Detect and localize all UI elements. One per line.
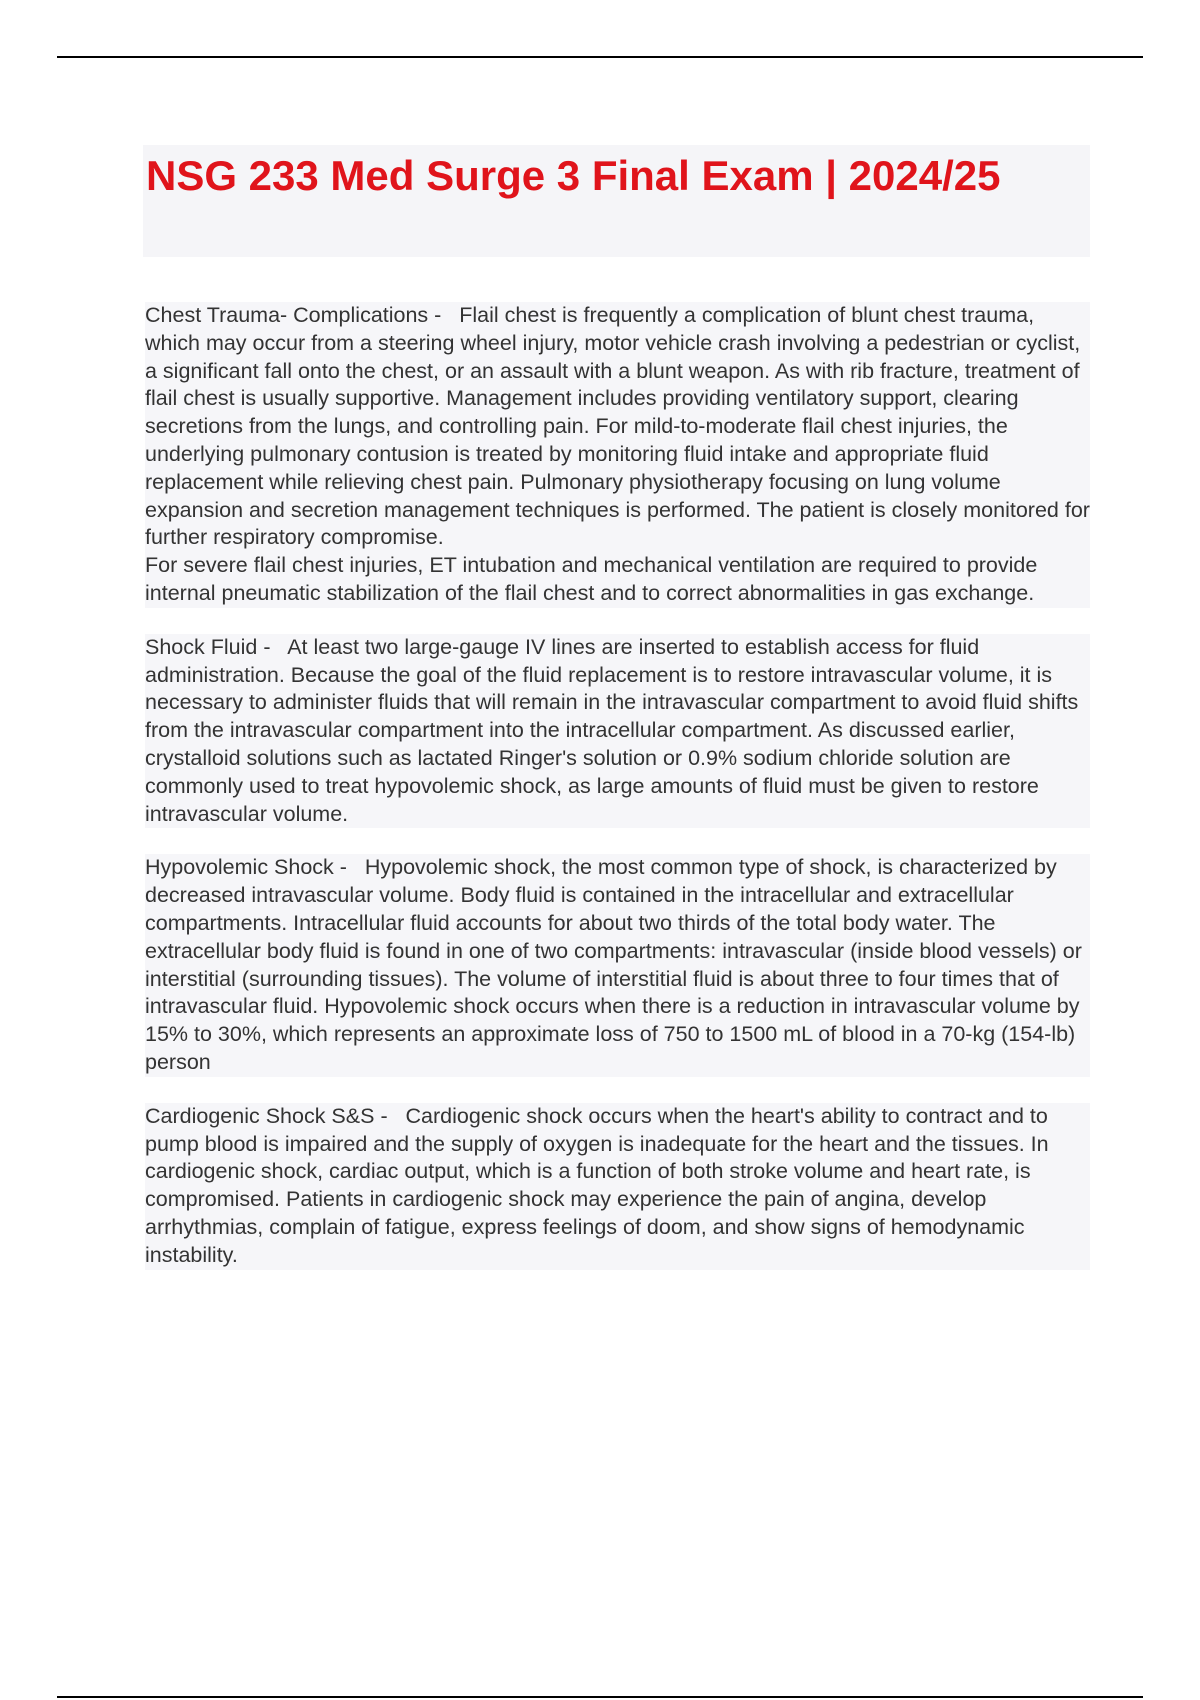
entry-definition: Cardiogenic shock occurs when the heart's ability to contract and to pump blood is impaired and the supply of oxygen is inadequate for the heart and the tissues. In cardiogenic shock, cardiac output, which is a function of both stroke volume and heart rate, is compromised. Patients in cardiogenic shock may experience the pain of angina, develop arrhythmias, complain of fatigue, express feelings of doom, and show signs of hemodynamic instability. xyxy=(145,1103,1049,1267)
document-body xyxy=(145,302,1090,1296)
entry-term: Cardiogenic Shock S&S - xyxy=(145,1104,406,1128)
qa-entry xyxy=(145,854,1090,1076)
entry-definition: Hypovolemic shock, the most common type of shock, is characterized by decreased intravascular volume. Body fluid is contained in the intracellular and extracellular compartments. Intracellular fluid accounts for about two thirds of the total body water. The extracellular body fluid is found in one of two compartments: intravascular (inside blood vessels) or interstitial (surrounding tissues). The volume of interstitial fluid is about three to four times that of intravascular fluid. Hypovolemic shock occurs when there is a reduction in intravascular volume by 15% to 30%, which represents an approximate loss of 750 to 1500 mL of blood in a 70-kg (154-lb) person xyxy=(145,855,1082,1074)
bottom-rule xyxy=(57,1696,1143,1698)
entry-term: Chest Trauma- Complications - xyxy=(145,303,459,327)
page-title: NSG 233 Med Surge 3 Final Exam | 2024/25 xyxy=(146,152,1001,199)
entry-term: Shock Fluid - xyxy=(145,635,287,659)
entry-term: Hypovolemic Shock - xyxy=(145,855,365,879)
top-rule xyxy=(57,56,1143,58)
title-block xyxy=(143,145,1090,257)
entry-definition: At least two large-gauge IV lines are inserted to establish access for fluid administration. Because the goal of the fluid replacement is to restore intravascular volume, it is necessary to administer fluids that will remain in the intravascular compartment to avoid fluid shifts from the intravascular compartment into the intracellular compartment. As discussed earlier, crystalloid solutions such as lactated Ringer's solution or 0.9% sodium chloride solution are commonly used to treat hypovolemic shock, as large amounts of fluid must be given to restore intravascular volume. xyxy=(145,634,1079,826)
qa-entry xyxy=(145,634,1090,829)
entry-definition: Flail chest is frequently a complication of blunt chest trauma, which may occur from a steering wheel injury, motor vehicle crash involving a pedestrian or cyclist, a significant fall onto the chest, or an assault with a blunt weapon. As with rib fracture, treatment of flail chest is usually supportive. Management includes providing ventilatory support, clearing secretions from the lungs, and controlling pain. For mild-to-moderate flail chest injuries, the underlying pulmonary contusion is treated by monitoring fluid intake and appropriate fluid replacement while relieving chest pain. Pulmonary physiotherapy focusing on lung volume expansion and secretion management techniques is performed. The patient is closely monitored for further respiratory compromise. For severe flail chest injuries, ET intubation and mechanical ventilation are required to provide internal pneumatic stabilization of the flail chest and to correct abnormalities in gas exchange. xyxy=(145,303,1090,605)
qa-entry xyxy=(145,302,1090,608)
qa-entry xyxy=(145,1103,1090,1270)
